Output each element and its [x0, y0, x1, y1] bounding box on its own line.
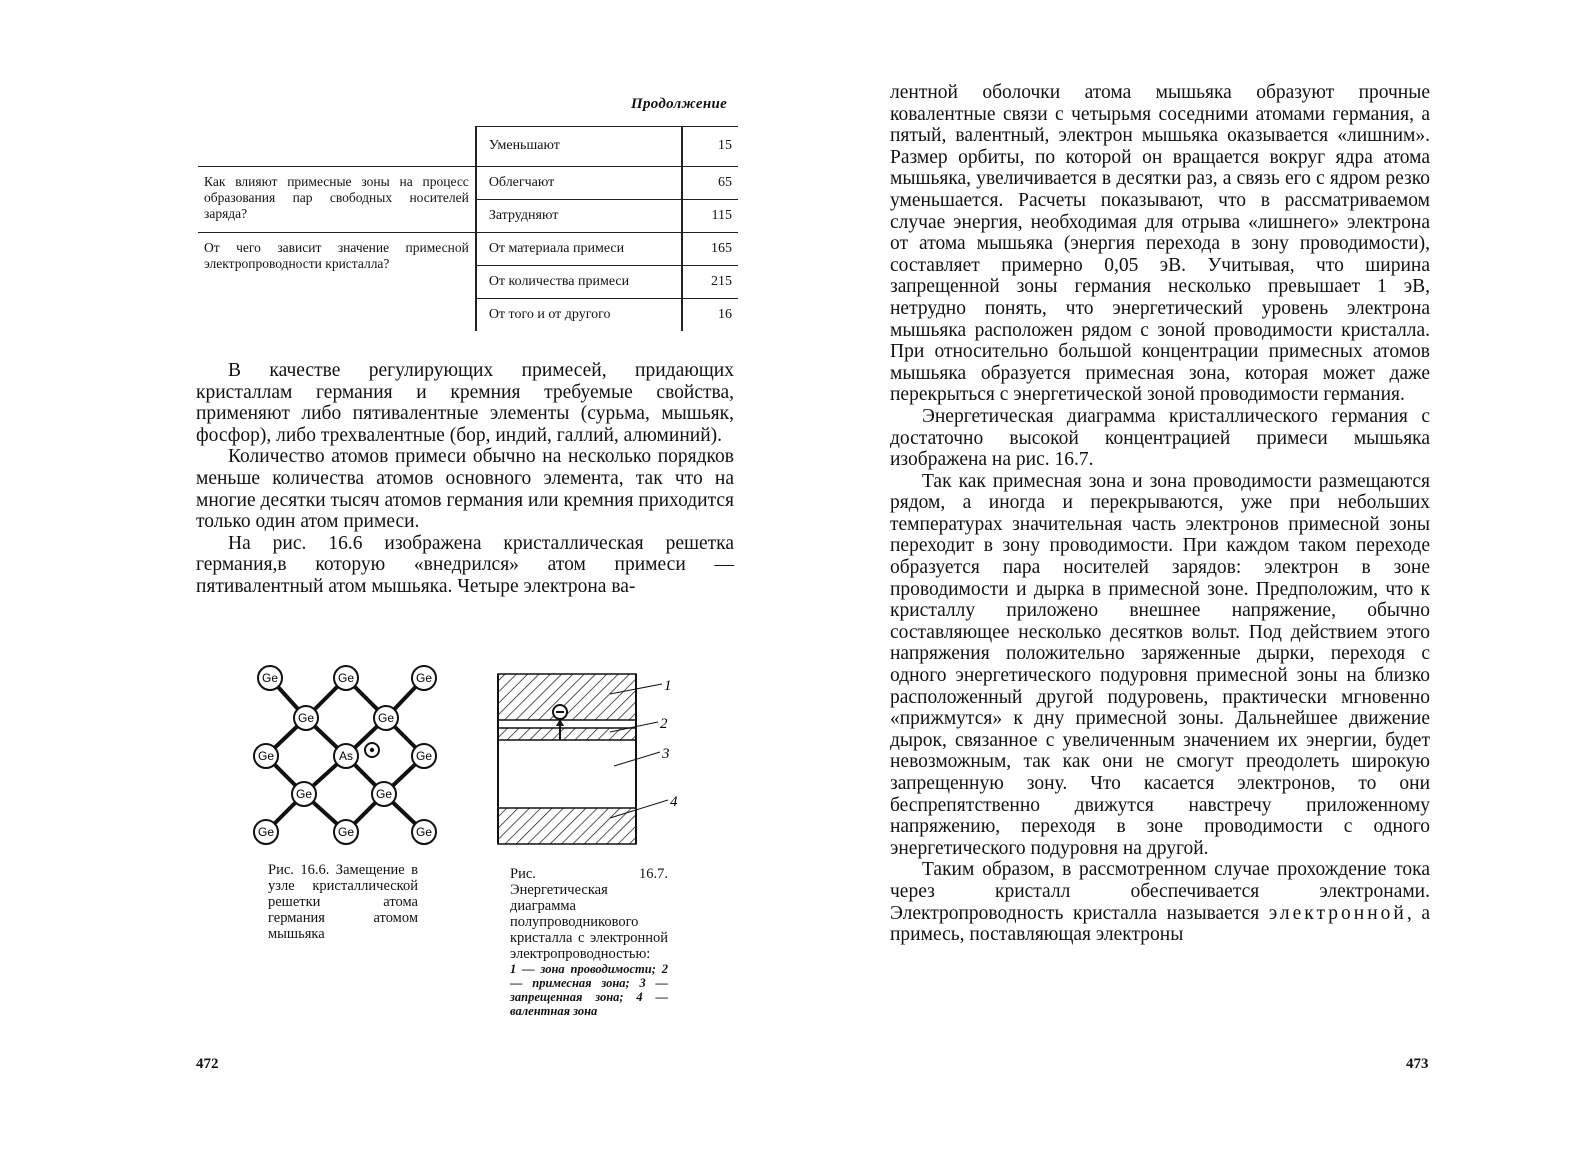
band-label-2: 2 [660, 716, 668, 732]
atom-label: Ge [375, 787, 393, 801]
paragraph: Так как примесная зона и зона проводимости размещаются рядом, а иногда и перекрываются, уже при небольших температурах значительная часть электронов примесной зоны переходит в зону проводимости. При каждом таком переходе образуется пара носителей зарядов: электрон в зоне проводимости и дырка в примесной зоне. Предположим, что к кристаллу приложено внешнее напряжение, обычно составляющее несколько десятков вольт. Под действием этого напряжения положительно заряженные дырки, переходя с одного энергетического подуровня примесной зоны на близко расположенный другой подуровень, практически мгновенно «прижмутся» к дну примесной зоны. Дальнейшее движение дырок, связанное с увеличенным значением их энергии, будет невозможным, так как они не смогут преодолеть широкую запрещенную зону. Что касается электронов, то они беспрепятственно движутся навстречу приложенному напряжению, переходя в зоне проводимости с одного энергетического подуровня на другой. [890, 470, 1430, 859]
text-run: Таким образом, в рассмотренном случае прохождение тока через кристалл обеспечивается электронами. Электропроводность кристалла называется [890, 859, 1430, 924]
atom-label: As [338, 749, 354, 763]
survey-table [198, 126, 738, 331]
table-count: 65 [682, 166, 738, 199]
table-answer: От того и от другого [476, 298, 682, 331]
figure-16-7-caption [510, 866, 668, 1018]
table-question: Как влияют примесные зоны на процесс образования пар свободных носителей заряда? [198, 166, 476, 232]
table-count: 215 [682, 265, 738, 298]
atom-label: Ge [257, 749, 275, 763]
table-answer: От количества примеси [476, 265, 682, 298]
spaced-term: электронной [1268, 902, 1407, 924]
table-row [198, 127, 738, 167]
figure-16-7-title: Рис. 16.7. Энергетическая диаграмма полупроводникового кристалла с электронной электропроводностью: [510, 866, 668, 962]
continuation-label: Продолжение [631, 96, 728, 112]
table-count: 165 [682, 232, 738, 265]
atom-label: Ge [415, 825, 433, 839]
paragraph: лентной оболочки атома мышьяка образуют прочные ковалентные связи с четырьмя соседними атомами германия, а пятый, валентный, электрон мышьяка оказывается «лишним». Размер орбиты, по которой он вращается вокруг ядра атома мышьяка, увеличивается в десятки раз, а связь его с ядром резко уменьшается. Расчеты показывают, что в рассматриваемом случае энергия, необходимая для отрыва «лишнего» электрона от атома мышьяка (энергия перехода в зону проводимости), составляет примерно 0,05 эВ. Учитывая, что ширина запрещенной зоны германия несколько превышает 1 эВ, нетрудно понять, что энергетический уровень электрона мышьяка расположен рядом с зоной проводимости кристалла. При относительно большой концентрации примесных атомов мышьяка образуется примесная зона, которая может даже перекрыться с энергетической зоной проводимости германия. [890, 82, 1430, 406]
table-row [198, 166, 738, 199]
paragraph: На рис. 16.6 изображена кристаллическая решетка германия,в которую «внедрился» атом примеси — пятивалентный атом мышьяка. Четыре электрона ва- [196, 532, 734, 597]
atom-label: Ge [297, 711, 315, 725]
atom-label: Ge [377, 711, 395, 725]
lattice-figure [238, 656, 448, 852]
impurity-band [498, 728, 636, 740]
right-page [790, 0, 1583, 1153]
table-count: 15 [682, 127, 738, 167]
page-number-right: 473 [1406, 1056, 1429, 1072]
left-body-text [196, 360, 734, 598]
table-answer: От материала примеси [476, 232, 682, 265]
band-label-1: 1 [664, 678, 672, 694]
electron-dot [370, 748, 374, 752]
band-label-4: 4 [670, 794, 678, 810]
table-count: 115 [682, 199, 738, 232]
atom-label: Ge [415, 749, 433, 763]
table-question: От чего зависит значение примесной электропроводности кристалла? [198, 232, 476, 331]
atom-label: Ge [261, 671, 279, 685]
figure-16-7-legend: 1 — зона проводимости; 2 — примесная зона; 3 — запрещенная зона; 4 — валентная зона [510, 962, 668, 1018]
figure-16-6-caption: Рис. 16.6. Замещение в узле кристаллической решетки атома германия атомом мышьяка [268, 862, 418, 942]
table-question [198, 127, 476, 167]
right-body-text [890, 82, 1430, 946]
atom-label: Ge [337, 671, 355, 685]
band-label-3: 3 [662, 746, 670, 762]
table-answer: Затрудняют [476, 199, 682, 232]
valence-band [498, 808, 636, 844]
paragraph: В качестве регулирующих примесей, придающих кристаллам германия и кремния требуемые свойства, применяют либо пятивалентные элементы (сурьма, мышьяк, фосфор), либо трехвалентные (бор, индий, галлий, алюминий). [196, 360, 734, 446]
table-row [198, 232, 738, 265]
atom-label: Ge [415, 671, 433, 685]
paragraph [890, 859, 1430, 945]
atom-label: Ge [337, 825, 355, 839]
paragraph: Количество атомов примеси обычно на несколько порядков меньше количества атомов основного элемента, так что на многие десятки тысяч атомов германия или кремния приходится только один атом примеси. [196, 446, 734, 533]
table-answer: Уменьшают [476, 127, 682, 167]
paragraph: Энергетическая диаграмма кристаллического германия с достаточно высокой концентрацией примеси мышьяка изображена на рис. 16.7. [890, 405, 1430, 471]
table-count: 16 [682, 298, 738, 331]
atom-label: Ge [257, 825, 275, 839]
energy-diagram [490, 666, 690, 852]
table-answer: Облегчают [476, 166, 682, 199]
atom-label: Ge [295, 787, 313, 801]
page-number-left: 472 [196, 1056, 219, 1072]
left-page [0, 0, 790, 1153]
text-run: , а примесь, поставляющая электроны [890, 902, 1430, 946]
